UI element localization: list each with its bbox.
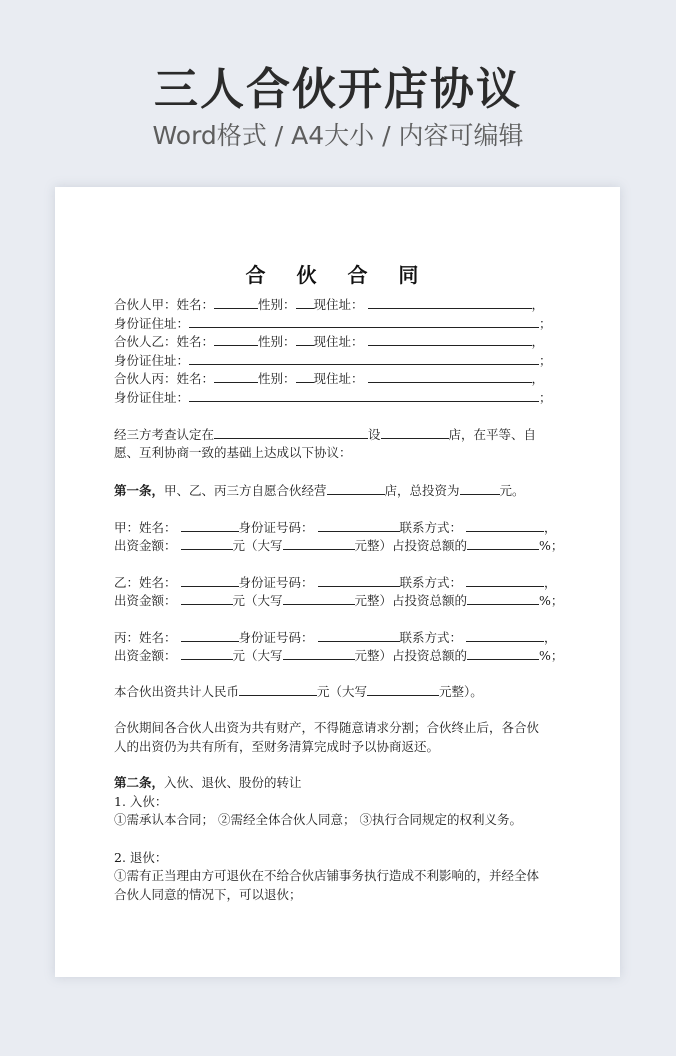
contributor-b-line-2 [114,590,564,609]
property-line-1: 合伙期间各合伙人出资为共有财产，不得随意请求分割；合伙终止后，各合伙 [114,720,540,735]
amount-words-blank[interactable] [283,535,355,550]
punctuation: ； [539,353,552,368]
punctuation: ， [531,334,545,349]
id-address-blank[interactable] [189,350,539,365]
contact-label: 联系方式： [399,520,463,535]
document-title: 合 伙 合 同 [245,263,431,287]
partner-label: 合伙人甲：姓名： [114,297,215,312]
name-label: 甲：姓名： [114,520,177,535]
id-address-blank[interactable] [189,313,539,328]
shop-name-blank[interactable] [327,480,385,495]
punctuation: ， [531,371,545,386]
address-blank[interactable] [368,331,532,346]
join-title: 1. 入伙： [114,794,168,809]
total-text: 元（大写 [317,684,368,699]
name-blank[interactable] [214,294,258,309]
partner-c-id-line [114,387,554,406]
partner-b-line [114,331,554,350]
amount-text: 元整）占投资总额的 [354,538,468,553]
id-label: 身份证号码： [238,630,314,645]
punctuation: ； [539,316,552,331]
total-investment-line [114,681,554,700]
shop-blank[interactable] [381,424,449,439]
total-text: 元整）。 [439,684,483,699]
punctuation: ， [531,297,545,312]
percent-label: %； [539,593,564,608]
hero-subtitle: Word格式 / A4大小 / 内容可编辑 [152,121,524,150]
article-text: 元。 [499,483,525,498]
amount-text: 元整）占投资总额的 [354,648,468,663]
id-address-blank[interactable] [189,387,539,402]
partner-c-line [114,368,554,387]
gender-blank[interactable] [296,368,314,383]
name-blank[interactable] [181,572,239,587]
contact-label: 联系方式： [399,575,463,590]
intro-line-2: 愿、互利协商一致的基础上达成以下协议： [114,445,352,460]
name-blank[interactable] [181,627,239,642]
article-1-heading: 第一条， [114,483,165,498]
name-blank[interactable] [214,368,258,383]
punctuation: ， [544,575,557,590]
amount-label: 出资金额： [114,648,177,663]
intro-text: 设 [368,427,381,442]
contributor-a-line-1 [114,517,557,536]
name-blank[interactable] [214,331,258,346]
article-2 [114,773,554,792]
exit-line-2: 合伙人同意的情况下，可以退伙； [114,887,302,902]
contact-blank[interactable] [466,572,544,587]
article-text: 入伙、退伙、股份的转让 [164,775,302,790]
address-blank[interactable] [368,294,532,309]
partner-b-id-line [114,350,554,369]
contact-blank[interactable] [466,517,544,532]
article-1 [114,480,554,499]
id-number-blank[interactable] [318,627,400,642]
partner-a-line [114,294,554,313]
id-label: 身份证号码： [238,575,314,590]
percent-blank[interactable] [467,645,539,660]
property-line-2: 人的出资仍为共有所有，至财务清算完成时予以协商返还。 [114,739,440,754]
id-address-label: 身份证住址： [114,353,190,368]
contributor-b-line-1 [114,572,557,591]
gender-blank[interactable] [296,294,314,309]
name-label: 乙：姓名： [114,575,177,590]
total-investment-blank[interactable] [460,480,500,495]
amount-words-blank[interactable] [283,590,355,605]
amount-text: 元（大写 [232,593,283,608]
amount-text: 元（大写 [232,538,283,553]
location-blank[interactable] [214,424,368,439]
partner-a-id-line [114,313,554,332]
address-label: 现住址： [313,371,364,386]
id-address-label: 身份证住址： [114,316,190,331]
contact-label: 联系方式： [399,630,463,645]
intro-line-1 [114,424,554,443]
punctuation: ， [544,520,557,535]
total-amount-blank[interactable] [239,681,317,696]
contributor-c-line-2 [114,645,564,664]
exit-title: 2. 退伙： [114,850,168,865]
exit-line-1: ①需有正当理由方可退伙在不给合伙店铺事务执行造成不利影响的，并经全体 [114,868,540,883]
intro-text: 经三方考查认定在 [114,427,215,442]
partner-label: 合伙人丙：姓名： [114,371,215,386]
name-label: 丙：姓名： [114,630,177,645]
percent-label: %； [539,538,564,553]
total-text: 本合伙出资共计人民币 [114,684,240,699]
amount-blank[interactable] [181,645,233,660]
contributor-c-line-1 [114,627,557,646]
amount-text: 元整）占投资总额的 [354,593,468,608]
id-number-blank[interactable] [318,517,400,532]
article-2-heading: 第二条， [114,775,165,790]
punctuation: ； [539,390,552,405]
id-label: 身份证号码： [238,520,314,535]
id-address-label: 身份证住址： [114,390,190,405]
address-blank[interactable] [368,368,532,383]
contributor-a-line-2 [114,535,564,554]
amount-blank[interactable] [181,590,233,605]
gender-label: 性别： [258,297,296,312]
amount-label: 出资金额： [114,593,177,608]
percent-blank[interactable] [467,535,539,550]
join-items: ①需承认本合同； ②需经全体合伙人同意； ③执行合同规定的权利义务。 [114,812,522,827]
partner-label: 合伙人乙：姓名： [114,334,215,349]
percent-blank[interactable] [467,590,539,605]
gender-blank[interactable] [296,331,314,346]
amount-label: 出资金额： [114,538,177,553]
gender-label: 性别： [258,334,296,349]
amount-text: 元（大写 [232,648,283,663]
id-number-blank[interactable] [318,572,400,587]
name-blank[interactable] [181,517,239,532]
total-words-blank[interactable] [367,681,439,696]
intro-text: 店，在平等、自 [448,427,537,442]
article-text: 甲、乙、丙三方自愿合伙经营 [164,483,327,498]
address-label: 现住址： [313,297,364,312]
gender-label: 性别： [258,371,296,386]
address-label: 现住址： [313,334,364,349]
hero-title: 三人合伙开店协议 [154,64,522,115]
contact-blank[interactable] [466,627,544,642]
article-text: 店，总投资为 [384,483,460,498]
amount-blank[interactable] [181,535,233,550]
percent-label: %； [539,648,564,663]
amount-words-blank[interactable] [283,645,355,660]
punctuation: ， [544,630,557,645]
